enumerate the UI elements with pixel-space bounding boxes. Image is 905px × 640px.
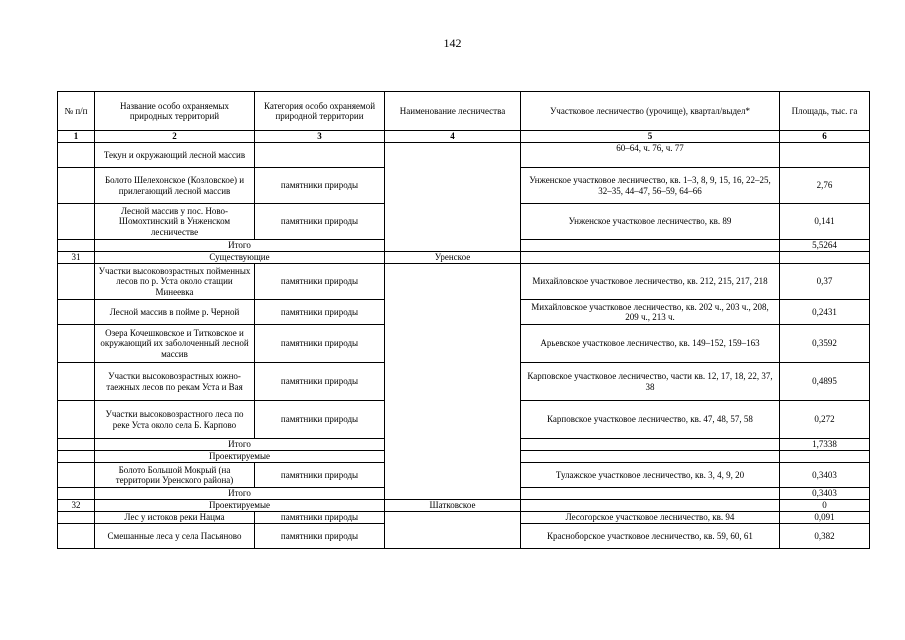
area-category: памятники природы: [255, 463, 385, 488]
area-size: 0,3403: [780, 463, 870, 488]
header-forestry: Наименование лесничества: [385, 92, 521, 131]
total-label: Итого: [95, 439, 385, 451]
area-category: памятники природы: [255, 168, 385, 204]
area-location: Михайловское участковое лесничество, кв. 212, 215, 217, 218: [521, 264, 780, 300]
row-num: [58, 524, 95, 549]
area-name: Болото Большой Мокрый (на территории Уренского района): [95, 463, 255, 488]
area-location: [521, 488, 780, 500]
area-category: памятники природы: [255, 401, 385, 439]
area-name: Участки высоковозрастных пойменных лесов по р. Уста около стащии Минеевка: [95, 264, 255, 300]
area-location: [521, 240, 780, 252]
row-num: [58, 451, 95, 463]
header-category: Категория особо охраняемой природной территории: [255, 92, 385, 131]
area-category: памятники природы: [255, 264, 385, 300]
page-number: 142: [443, 36, 462, 50]
area-location: Тулажское участковое лесничество, кв. 3, 4, 9, 20: [521, 463, 780, 488]
area-size: 0,37: [780, 264, 870, 300]
area-size: [780, 451, 870, 463]
area-size: 0: [780, 500, 870, 512]
col-number: 2: [95, 131, 255, 143]
area-name: Участки высоковозрастных южно-таежных лесов по рекам Уста и Вая: [95, 363, 255, 401]
area-size: 0,2431: [780, 300, 870, 325]
group-label: Проектируемые: [95, 500, 385, 512]
row-num: [58, 488, 95, 500]
area-location: Карповское участковое лесничество, кв. 47, 48, 57, 58: [521, 401, 780, 439]
forestry-name: Уренское: [385, 252, 521, 264]
section-row: [58, 500, 870, 512]
area-name: Смешанные леса у села Пасьяново: [95, 524, 255, 549]
row-num: 32: [58, 500, 95, 512]
area-size: 0,272: [780, 401, 870, 439]
total-area: 1,7338: [780, 439, 870, 451]
area-size: [780, 143, 870, 168]
col-number: 3: [255, 131, 385, 143]
area-location: Унженское участковое лесничество, кв. 1–3, 8, 9, 15, 16, 22–25, 32–35, 44–47, 56–59, 64–66: [521, 168, 780, 204]
row-num: [58, 143, 95, 168]
table-row: [58, 143, 870, 168]
col-number: 1: [58, 131, 95, 143]
col-number: 4: [385, 131, 521, 143]
area-category: памятники природы: [255, 204, 385, 240]
table-row: [58, 512, 870, 524]
group-label: Проектируемые: [95, 451, 385, 463]
col-number: 5: [521, 131, 780, 143]
row-num: [58, 463, 95, 488]
row-num: 31: [58, 252, 95, 264]
area-location: Унженское участковое лесничество, кв. 89: [521, 204, 780, 240]
area-location: Лесогорское участковое лесничество, кв. 94: [521, 512, 780, 524]
row-num: [58, 439, 95, 451]
area-category: памятники природы: [255, 300, 385, 325]
area-location: [521, 500, 780, 512]
area-category: памятники природы: [255, 524, 385, 549]
section-row: [58, 252, 870, 264]
area-name: Текун и окружающий лесной массив: [95, 143, 255, 168]
row-num: [58, 363, 95, 401]
row-num: [58, 168, 95, 204]
area-location: [521, 451, 780, 463]
row-num: [58, 240, 95, 252]
forestry-name: [385, 264, 521, 500]
area-name: Лес у истоков реки Нацма: [95, 512, 255, 524]
header-num: № п/п: [58, 92, 95, 131]
area-category: памятники природы: [255, 512, 385, 524]
protected-areas-table: [57, 91, 870, 549]
area-location: Арьевское участковое лесничество, кв. 149–152, 159–163: [521, 325, 780, 363]
area-category: [255, 143, 385, 168]
area-location: Карповское участковое лесничество, части кв. 12, 17, 18, 22, 37, 38: [521, 363, 780, 401]
header-area: Площадь, тыс. га: [780, 92, 870, 131]
forestry-name: Шатковское: [385, 500, 521, 512]
total-area: 0,3403: [780, 488, 870, 500]
col-number: 6: [780, 131, 870, 143]
area-size: 0,141: [780, 204, 870, 240]
area-location: Красноборское участковое лесничество, кв. 59, 60, 61: [521, 524, 780, 549]
table-row: [58, 264, 870, 300]
area-name: Лесной массив в пойме р. Черной: [95, 300, 255, 325]
area-location: [521, 252, 780, 264]
forestry-name: [385, 512, 521, 549]
area-name: Озера Кочешковское и Титковское и окружающий их заболоченный лесной массив: [95, 325, 255, 363]
area-category: памятники природы: [255, 363, 385, 401]
total-label: Итого: [95, 240, 385, 252]
forestry-name: [385, 143, 521, 252]
header-name: Название особо охраняемых природных территорий: [95, 92, 255, 131]
group-label: Существующие: [95, 252, 385, 264]
row-num: [58, 512, 95, 524]
row-num: [58, 325, 95, 363]
area-size: 0,3592: [780, 325, 870, 363]
area-name: Лесной массив у пос. Ново-Шомохтинский в Унженском лесничестве: [95, 204, 255, 240]
area-size: 0,382: [780, 524, 870, 549]
area-size: 0,4895: [780, 363, 870, 401]
row-num: [58, 401, 95, 439]
area-name: Болото Шелехонское (Козловское) и прилегающий лесной массив: [95, 168, 255, 204]
area-category: памятники природы: [255, 325, 385, 363]
total-area: 5,5264: [780, 240, 870, 252]
area-size: 2,76: [780, 168, 870, 204]
column-number-row: [58, 131, 870, 143]
header-location: Участковое лесничество (урочище), квартал/выдел*: [521, 92, 780, 131]
row-num: [58, 204, 95, 240]
row-num: [58, 264, 95, 300]
area-size: [780, 252, 870, 264]
row-num: [58, 300, 95, 325]
area-name: Участки высоковозрастного леса по реке Уста около села Б. Карпово: [95, 401, 255, 439]
area-location: Михайловское участковое лесничество, кв. 202 ч., 203 ч., 208, 209 ч., 213 ч.: [521, 300, 780, 325]
area-location: [521, 439, 780, 451]
area-location: 60–64, ч. 76, ч. 77: [521, 143, 780, 168]
area-size: 0,091: [780, 512, 870, 524]
total-label: Итого: [95, 488, 385, 500]
header-row: [58, 92, 870, 131]
